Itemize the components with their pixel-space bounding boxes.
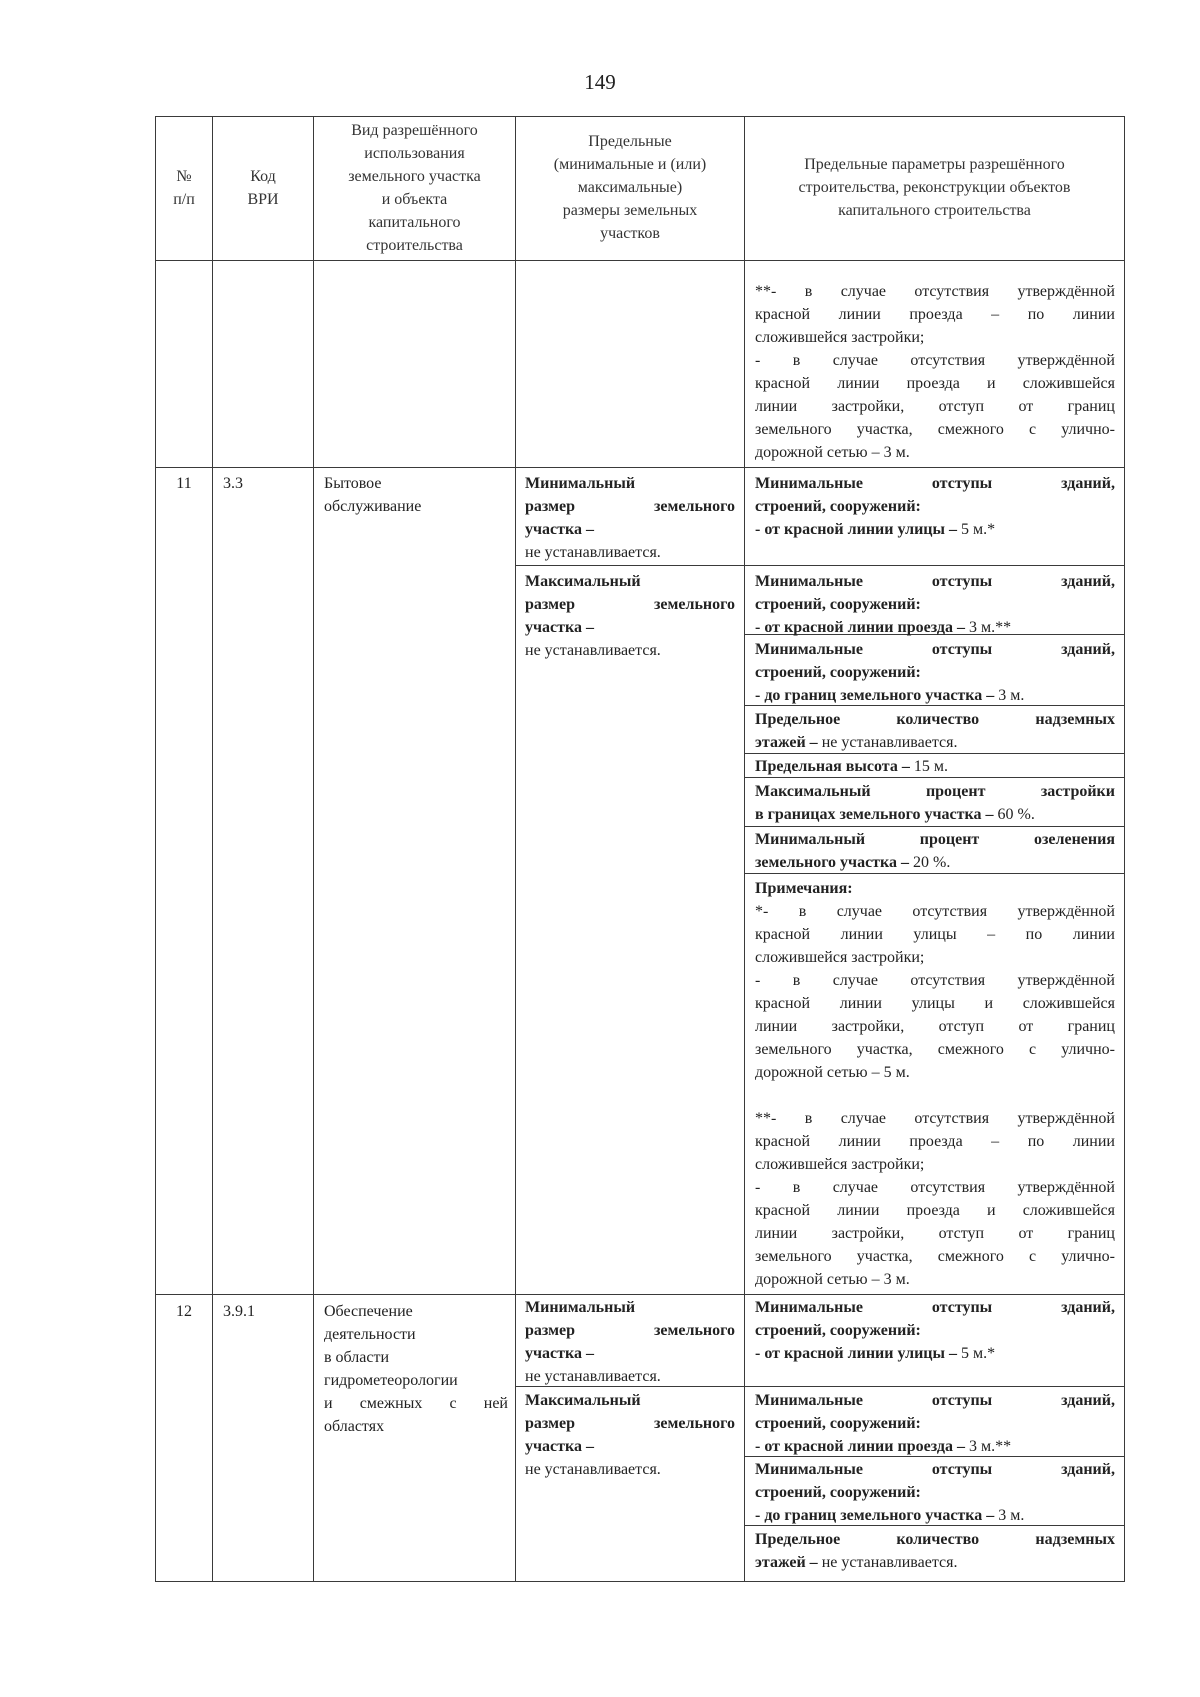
page-number: 149	[584, 70, 616, 94]
row11-max-height	[755, 755, 1115, 778]
param-line: Минимальные отступы зданий,	[755, 475, 1115, 492]
note-line: земельного участка, смежного с улично-	[755, 1248, 1115, 1265]
header-parameters	[745, 153, 1124, 222]
param-value: 5 м.*	[957, 521, 996, 538]
header-code-line: Код	[250, 168, 276, 185]
param-label: земельного участка –	[755, 854, 910, 871]
row12-code: 3.9.1	[223, 1303, 255, 1320]
previous-row-notes	[755, 280, 1115, 464]
land-use-line: и смежных с ней	[324, 1395, 508, 1412]
param-line	[755, 755, 1115, 778]
param-line: строений, сооружений:	[755, 596, 921, 613]
land-use-line: Бытовое	[324, 475, 382, 492]
note-line: земельного участка, смежного с улично-	[755, 421, 1115, 438]
param-line: Минимальные отступы зданий,	[755, 1461, 1115, 1478]
header-code	[213, 165, 313, 211]
param-value: 20 %.	[909, 854, 951, 871]
note-line: **- в случае отсутствия утверждённой	[755, 283, 1115, 300]
header-parameters-line: строительства, реконструкции объектов	[798, 179, 1071, 196]
header-number	[156, 165, 212, 211]
param-line: строений, сооружений:	[755, 1415, 921, 1432]
row12-floor-count	[755, 1528, 1115, 1574]
note-line: красной линии улицы – по линии	[755, 926, 1115, 943]
row11-max-plot-size	[525, 570, 735, 662]
param-value: 3 м.	[994, 687, 1025, 704]
min-size-line: Минимальный	[525, 1299, 636, 1316]
note-line: линии застройки, отступ от границ	[755, 398, 1115, 415]
max-size-line: Максимальный	[525, 1392, 641, 1409]
min-size-line: Минимальный	[525, 475, 636, 492]
note-line: - в случае отсутствия утверждённой	[755, 972, 1115, 989]
row12-setback-driveway	[755, 1389, 1115, 1458]
header-plot-size-line: участков	[600, 225, 660, 242]
param-line	[755, 803, 1115, 826]
note-line: линии застройки, отступ от границ	[755, 1225, 1115, 1242]
row12-land-use	[324, 1300, 508, 1438]
header-land-use-line: строительства	[366, 237, 463, 254]
header-plot-size-line: максимальные)	[577, 179, 683, 196]
row11-setback-driveway	[755, 570, 1115, 639]
max-size-line: размер земельного	[525, 1415, 735, 1432]
min-size-line: размер земельного	[525, 498, 735, 515]
param-line: строений, сооружений:	[755, 1484, 921, 1501]
note-spacer	[755, 1084, 1115, 1107]
min-size-line: размер земельного	[525, 1322, 735, 1339]
param-line	[755, 1435, 1115, 1458]
param-line	[755, 616, 1115, 639]
header-plot-size-line: (минимальные и (или)	[553, 156, 707, 173]
param-line: Минимальный процент озеленения	[755, 831, 1115, 848]
row12-setback-street	[755, 1296, 1115, 1365]
note-line: **- в случае отсутствия утверждённой	[755, 1110, 1115, 1127]
param-line: Предельное количество надземных	[755, 1531, 1115, 1548]
note-line: дорожной сетью – 5 м.	[755, 1064, 910, 1081]
header-land-use-line: земельного участка	[348, 168, 481, 185]
land-use-line: деятельности	[324, 1326, 416, 1343]
param-line: Минимальные отступы зданий,	[755, 1392, 1115, 1409]
land-use-line: гидрометеорологии	[324, 1372, 458, 1389]
param-label: в границах земельного участка –	[755, 806, 994, 823]
param-line	[755, 851, 1115, 874]
row11-floor-count	[755, 708, 1115, 754]
max-size-line: размер земельного	[525, 596, 735, 613]
header-plot-size	[516, 130, 744, 245]
row12-number: 12	[176, 1303, 192, 1320]
header-land-use	[314, 119, 515, 257]
param-line: Минимальные отступы зданий,	[755, 573, 1115, 590]
max-size-line: участка –	[525, 1438, 594, 1455]
row11-land-use	[324, 472, 510, 518]
header-land-use-line: и объекта	[381, 191, 448, 208]
land-use-line: в области	[324, 1349, 390, 1366]
param-label: Предельная высота –	[755, 758, 910, 775]
land-use-line: областях	[324, 1418, 385, 1435]
header-plot-size-line: Предельные	[588, 133, 672, 150]
param-label: - от красной линии улицы –	[755, 521, 957, 538]
param-line	[755, 1551, 1115, 1574]
note-line: сложившейся застройки;	[755, 329, 925, 346]
land-use-line: Обеспечение	[324, 1303, 413, 1320]
param-label: - до границ земельного участка –	[755, 1507, 995, 1524]
row11-setback-street	[755, 472, 1115, 541]
param-line: Предельное количество надземных	[755, 711, 1115, 728]
param-value: 3 м.	[994, 1507, 1025, 1524]
row11-setback-plot-boundary	[755, 638, 1115, 707]
header-plot-size-line: размеры земельных	[562, 202, 698, 219]
row11-min-greening	[755, 828, 1115, 874]
param-value: не устанавливается.	[817, 1554, 958, 1571]
note-line: красной линии проезда – по линии	[755, 306, 1115, 323]
param-line	[755, 1504, 1115, 1527]
note-line: *- в случае отсутствия утверждённой	[755, 903, 1115, 920]
param-line	[755, 1342, 1115, 1365]
min-size-value: не устанавливается.	[525, 1368, 661, 1385]
param-line	[755, 518, 1115, 541]
max-size-line: участка –	[525, 619, 594, 636]
param-line: Минимальные отступы зданий,	[755, 1299, 1115, 1316]
param-line: Максимальный процент застройки	[755, 783, 1115, 800]
param-label: - от красной линии проезда –	[755, 1438, 965, 1455]
row11-min-plot-size	[525, 472, 735, 564]
param-value: 5 м.*	[957, 1345, 996, 1362]
row11-code: 3.3	[223, 475, 243, 492]
header-land-use-line: Вид разрешённого	[351, 122, 478, 139]
param-line: строений, сооружений:	[755, 1322, 921, 1339]
row11-max-coverage	[755, 780, 1115, 826]
min-size-value: не устанавливается.	[525, 544, 661, 561]
min-size-line: участка –	[525, 521, 594, 538]
param-label: этажей –	[755, 734, 818, 751]
param-value: 15 м.	[909, 758, 948, 775]
note-line: дорожной сетью – 3 м.	[755, 1271, 910, 1288]
note-line: красной линии улицы и сложившейся	[755, 995, 1115, 1012]
param-label: - от красной линии улицы –	[755, 1345, 957, 1362]
param-line: строений, сооружений:	[755, 498, 921, 515]
row12-min-plot-size	[525, 1296, 735, 1388]
row11-number: 11	[176, 475, 192, 492]
note-line: красной линии проезда и сложившейся	[755, 1202, 1115, 1219]
header-number-line: №	[176, 168, 192, 185]
header-parameters-line: Предельные параметры разрешённого	[804, 156, 1065, 173]
land-use-line: обслуживание	[324, 498, 422, 515]
param-line	[755, 684, 1115, 707]
notes-title: Примечания:	[755, 880, 853, 897]
param-label: - до границ земельного участка –	[755, 687, 995, 704]
note-line: сложившейся застройки;	[755, 1156, 925, 1173]
min-size-line: участка –	[525, 1345, 594, 1362]
header-code-line: ВРИ	[247, 191, 279, 208]
param-label: - от красной линии проезда –	[755, 619, 965, 636]
param-line	[755, 731, 1115, 754]
param-value: 3 м.**	[964, 619, 1012, 636]
header-land-use-line: капитального	[368, 214, 461, 231]
row12-max-plot-size	[525, 1389, 735, 1481]
note-line: дорожной сетью – 3 м.	[755, 444, 910, 461]
param-value: не устанавливается.	[817, 734, 958, 751]
header-number-line: п/п	[173, 191, 195, 208]
note-line: красной линии проезда – по линии	[755, 1133, 1115, 1150]
param-value: 3 м.**	[964, 1438, 1012, 1455]
param-line: Минимальные отступы зданий,	[755, 641, 1115, 658]
note-line: красной линии проезда и сложившейся	[755, 375, 1115, 392]
row11-notes	[755, 877, 1115, 1291]
max-size-value: не устанавливается.	[525, 642, 661, 659]
note-line: - в случае отсутствия утверждённой	[755, 352, 1115, 369]
max-size-line: Максимальный	[525, 573, 641, 590]
header-land-use-line: использования	[364, 145, 465, 162]
param-line: строений, сооружений:	[755, 664, 921, 681]
note-line: - в случае отсутствия утверждённой	[755, 1179, 1115, 1196]
param-value: 60 %.	[993, 806, 1035, 823]
max-size-value: не устанавливается.	[525, 1461, 661, 1478]
header-parameters-line: капитального строительства	[838, 202, 1031, 219]
note-line: линии застройки, отступ от границ	[755, 1018, 1115, 1035]
note-line: сложившейся застройки;	[755, 949, 925, 966]
note-line: земельного участка, смежного с улично-	[755, 1041, 1115, 1058]
row12-setback-plot-boundary	[755, 1458, 1115, 1527]
param-label: этажей –	[755, 1554, 818, 1571]
